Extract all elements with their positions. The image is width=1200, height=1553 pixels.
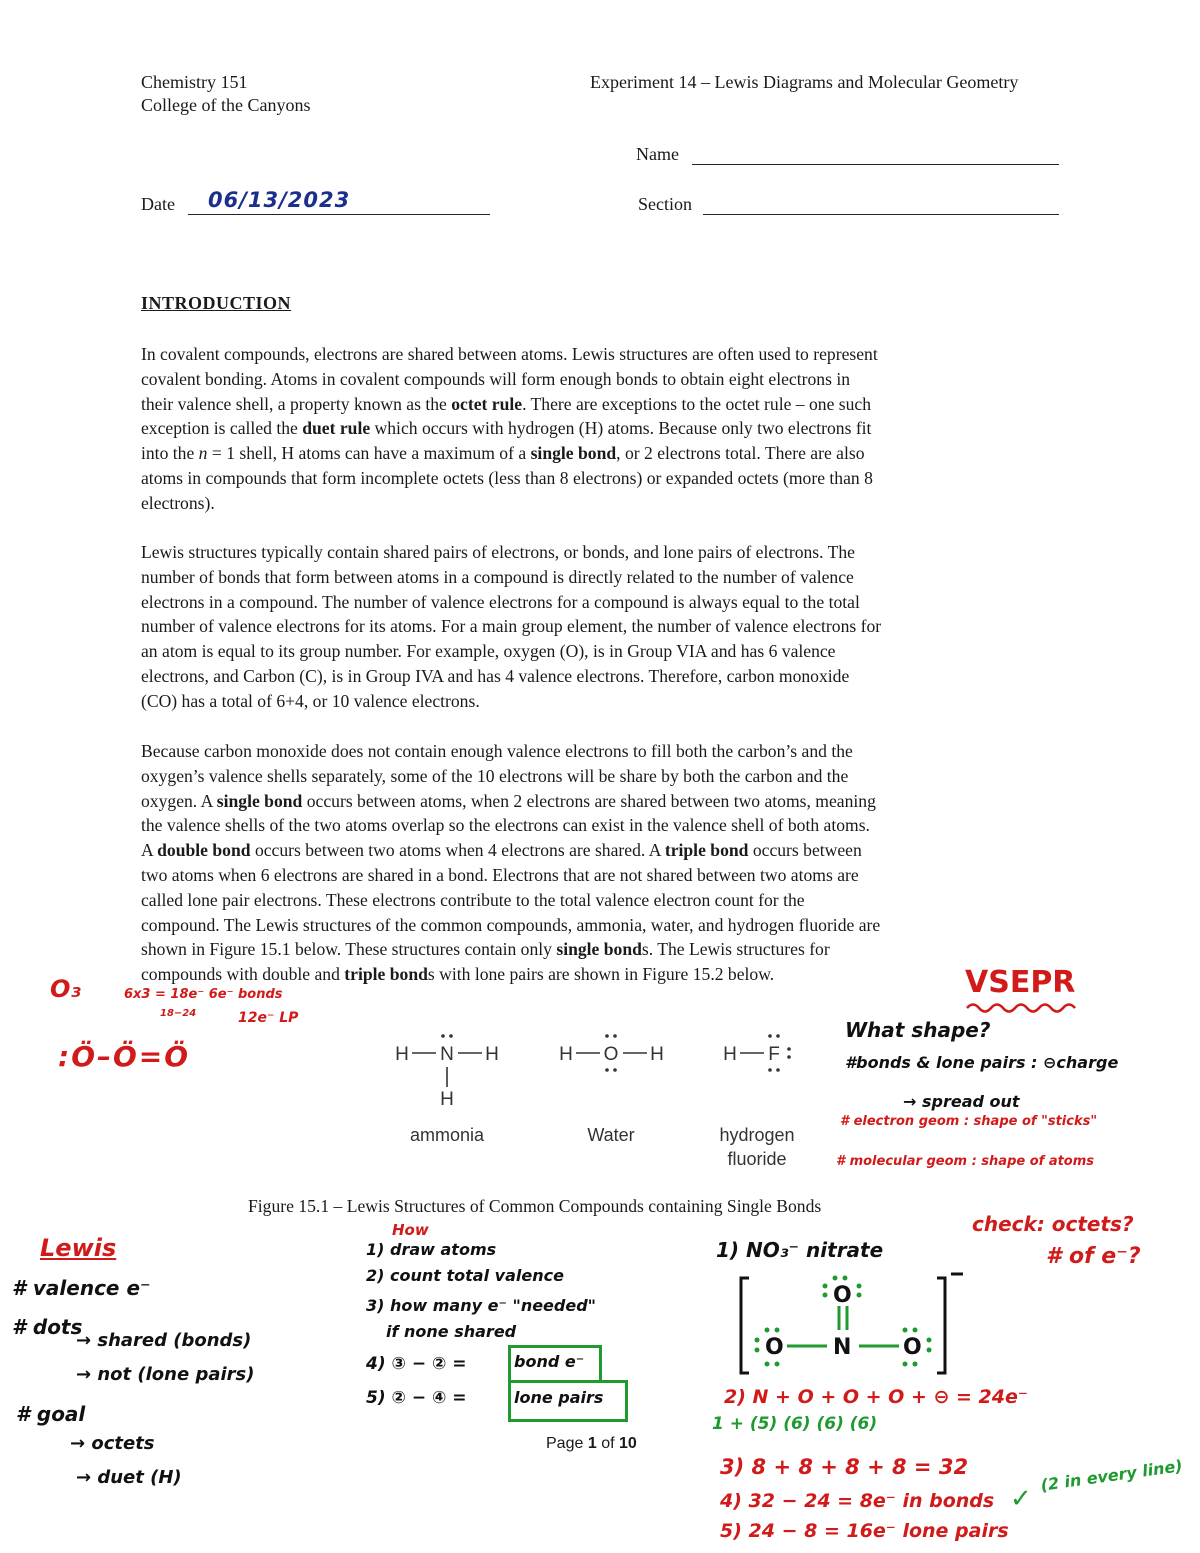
- text-line: compounds with double and triple bonds with lone pairs are shown in Figure 15.2 below.: [141, 964, 775, 985]
- note-o3-calc-3: 12e⁻ LP: [238, 1010, 299, 1026]
- atom-h: H: [650, 1044, 664, 1065]
- lone-pair-dot: [903, 1362, 908, 1367]
- text-line: electrons in a compound. The number of valence electrons for a compound is always equal to the total: [141, 591, 860, 612]
- page-number: [546, 1435, 637, 1453]
- lone-pair-dot: [927, 1338, 932, 1343]
- atom-n: N: [440, 1044, 454, 1065]
- date-field[interactable]: [188, 214, 490, 215]
- lone-pair-dot: [776, 1068, 780, 1072]
- text-line: Because carbon monoxide does not contain enough valence electrons to fill both the carbon’s and the: [141, 741, 853, 761]
- section-label: Section: [638, 194, 692, 214]
- note-lewis-2: # dots: [12, 1315, 83, 1339]
- lone-pair-dot: [913, 1362, 918, 1367]
- note-lewis-1: # valence e⁻: [12, 1276, 151, 1300]
- page-of: of: [601, 1435, 615, 1452]
- experiment-title: Experiment 14 – Lewis Diagrams and Molecular Geometry: [590, 72, 1019, 92]
- text-line: exception is called the duet rule which occurs with hydrogen (H) atoms. Because only two electrons fit: [141, 418, 872, 439]
- lone-pair-dot: [833, 1276, 838, 1281]
- date-value: 06/13/2023: [208, 188, 351, 212]
- note-how-3b: if none shared: [386, 1322, 517, 1341]
- text-line: electrons).: [141, 492, 215, 513]
- nitrate-atom-n: N: [833, 1335, 852, 1360]
- note-lewis-title: Lewis: [40, 1234, 117, 1262]
- note-how-4-result: bond e⁻: [514, 1352, 585, 1371]
- lone-pair-dot: [787, 1047, 791, 1051]
- lone-pair-dot: [775, 1362, 780, 1367]
- hf-label-line-1: hydrogen: [719, 1125, 795, 1145]
- note-vsepr: VSEPR: [965, 965, 1076, 1000]
- note-nitrate-3: 3) 8 + 8 + 8 + 8 = 32: [720, 1455, 969, 1479]
- text-line: atoms in compounds that form incomplete octets (less than 8 electrons) or expanded octets (more than 8: [141, 467, 873, 488]
- lone-pair-dot: [823, 1293, 828, 1298]
- nitrate-atom-o: O: [903, 1335, 922, 1360]
- text-line: their valence shell, a property known as the octet rule. There are exceptions to the octet rule – one such: [141, 393, 872, 414]
- page-current: 1: [587, 1435, 597, 1452]
- text-line: compound. The Lewis structures of the common compounds, ammonia, water, and hydrogen fluoride are: [141, 914, 881, 935]
- lone-pair-dot: [605, 1034, 609, 1038]
- note-vsepr-3: → spread out: [903, 1092, 1020, 1111]
- intro-paragraph-1: [141, 342, 1061, 516]
- intro-paragraph-3: [141, 739, 1061, 987]
- note-vsepr-5: # molecular geom : shape of atoms: [836, 1154, 1095, 1169]
- lone-pair-dot: [613, 1034, 617, 1038]
- nitrate-atom-o: O: [833, 1283, 852, 1308]
- lewis-structures-figure: [380, 1025, 820, 1175]
- lone-pair-dot: [823, 1284, 828, 1289]
- atom-o: O: [603, 1044, 619, 1065]
- lone-pair-dot: [768, 1068, 772, 1072]
- section-field[interactable]: [703, 214, 1059, 215]
- text-line: A double bond occurs between two atoms when 4 electrons are shared. A triple bond occurs between: [141, 840, 862, 861]
- text-line: covalent bonding. Atoms in covalent compounds will form enough bonds to obtain eight electrons in: [141, 368, 851, 389]
- lone-pair-dot: [755, 1338, 760, 1343]
- lone-pair-dot: [903, 1328, 908, 1333]
- text-line: number of valence electrons for its atoms. For a main group element, the number of valence electrons for: [141, 616, 882, 637]
- lone-pair-dot: [927, 1348, 932, 1353]
- atom-f: F: [768, 1044, 780, 1065]
- lone-pair-dot: [765, 1362, 770, 1367]
- note-lewis-5: # goal: [16, 1402, 86, 1426]
- nitrate-atom-o: O: [765, 1335, 784, 1360]
- note-check-2: # of e⁻?: [1046, 1244, 1141, 1269]
- text-line: called lone pair electrons. These electrons contribute to the total valence electron count for the: [141, 889, 805, 910]
- note-how-4: 4) ③ − ② =: [366, 1354, 467, 1374]
- note-lewis-6: → octets: [70, 1433, 155, 1454]
- text-line: oxygen. A single bond occurs between atoms, when 2 electrons are shared between two atoms, meaning: [141, 790, 876, 811]
- text-line: the valence shells of the two atoms overlap so the electrons can exist in the valence shell of both atoms.: [141, 815, 870, 836]
- text-line: into the n = 1 shell, H atoms can have a maximum of a single bond, or 2 electrons total. There are also: [141, 443, 865, 464]
- note-o3-calc-2: 18−24: [160, 1008, 197, 1019]
- note-how-5-result: lone pairs: [514, 1388, 604, 1407]
- note-how-1: 1) draw atoms: [366, 1240, 497, 1259]
- atom-h: H: [395, 1044, 409, 1065]
- text-line: number of bonds that form between atoms in a compound is directly related to the number of valence: [141, 566, 854, 587]
- text-line: In covalent compounds, electrons are shared between atoms. Lewis structures are often used to represent: [141, 344, 878, 364]
- text-line: shown in Figure 15.1 below. These structures contain only single bonds. The Lewis structures for: [141, 939, 830, 960]
- note-nitrate-4: 4) 32 − 24 = 8e⁻ in bonds: [720, 1490, 995, 1512]
- note-vsepr-1: What shape?: [845, 1018, 991, 1042]
- atom-h: H: [485, 1044, 499, 1065]
- text-line: an atom is equal to its group number. For example, oxygen (O), is in Group VIA and has 6 valence: [141, 641, 836, 662]
- lone-pair-dot: [441, 1034, 445, 1038]
- text-line: oxygen’s valence shells separately, some of the 10 electrons will be share by both the carbon and the: [141, 765, 849, 786]
- note-how-5: 5) ② − ④ =: [366, 1388, 467, 1408]
- lone-pair-dot: [613, 1068, 617, 1072]
- note-nitrate-2: 2) N + O + O + O + ⊖ = 24e⁻: [724, 1386, 1028, 1408]
- lone-pair-dot: [605, 1068, 609, 1072]
- note-check-1: check: octets?: [972, 1212, 1134, 1236]
- note-nitrate-2b: 1 + (5) (6) (6) (6): [712, 1414, 878, 1434]
- course-label: Chemistry 151: [141, 72, 248, 92]
- note-vsepr-4: # electron geom : shape of "sticks": [840, 1114, 1098, 1129]
- lone-pair-dot: [775, 1328, 780, 1333]
- college-label: College of the Canyons: [141, 95, 311, 115]
- lone-pair-dot: [843, 1276, 848, 1281]
- lone-pair-dot: [765, 1328, 770, 1333]
- nitrate-structure: [735, 1268, 965, 1388]
- text-line: Lewis structures typically contain shared pairs of electrons, or bonds, and lone pairs of electrons. The: [141, 542, 855, 562]
- note-vsepr-2: #bonds & lone pairs : ⊖charge: [845, 1053, 1119, 1072]
- note-how-3: 3) how many e⁻ "needed": [366, 1296, 596, 1315]
- lone-pair-dot: [755, 1348, 760, 1353]
- atom-h: H: [440, 1089, 454, 1110]
- note-nitrate-4-annotation: (2 in every line): [1039, 1456, 1184, 1495]
- note-nitrate-5: 5) 24 − 8 = 16e⁻ lone pairs: [720, 1520, 1009, 1542]
- note-o3-structure: :Ö–Ö=Ö: [58, 1040, 191, 1073]
- text-line: two atoms when 6 electrons are shared in a bond. Electrons that are not shared between two atoms are: [141, 864, 859, 885]
- note-lewis-4: → not (lone pairs): [76, 1364, 255, 1385]
- lone-pair-dot: [776, 1034, 780, 1038]
- lone-pair-dot: [857, 1284, 862, 1289]
- note-how-2: 2) count total valence: [366, 1266, 564, 1285]
- note-how: How: [392, 1221, 429, 1239]
- lone-pair-dot: [857, 1293, 862, 1298]
- page-total: 10: [618, 1435, 637, 1452]
- hf-label-line-2: fluoride: [727, 1149, 787, 1169]
- text-line: electrons, and Carbon (C), is in Group IVA and has 4 valence electrons. Therefore, carbon monoxide: [141, 665, 850, 686]
- figure-caption: Figure 15.1 – Lewis Structures of Common Compounds containing Single Bonds: [248, 1196, 822, 1216]
- lone-pair-dot: [787, 1055, 791, 1059]
- checkmark-icon: ✓: [1010, 1484, 1032, 1514]
- atom-h: H: [559, 1044, 573, 1065]
- squiggle-underline: [965, 1000, 1080, 1014]
- lone-pair-dot: [913, 1328, 918, 1333]
- note-o3-calc-1: 6x3 = 18e⁻ 6e⁻ bonds: [124, 987, 283, 1002]
- date-label: Date: [141, 194, 175, 214]
- intro-heading: INTRODUCTION: [141, 293, 292, 313]
- note-nitrate-1: 1) NO₃⁻ nitrate: [716, 1238, 884, 1262]
- page-label: Page: [546, 1435, 584, 1452]
- lone-pair-dot: [449, 1034, 453, 1038]
- lone-pair-dot: [768, 1034, 772, 1038]
- note-lewis-3: → shared (bonds): [76, 1330, 252, 1351]
- note-o3: O₃: [50, 975, 81, 1003]
- name-label: Name: [636, 144, 679, 164]
- water-label: Water: [587, 1125, 635, 1145]
- intro-paragraph-2: [141, 540, 1061, 714]
- name-field[interactable]: [692, 164, 1059, 165]
- ammonia-label: ammonia: [409, 1125, 485, 1145]
- text-line: (CO) has a total of 6+4, or 10 valence electrons.: [141, 690, 480, 711]
- note-lewis-7: → duet (H): [76, 1467, 182, 1488]
- atom-h: H: [723, 1044, 737, 1065]
